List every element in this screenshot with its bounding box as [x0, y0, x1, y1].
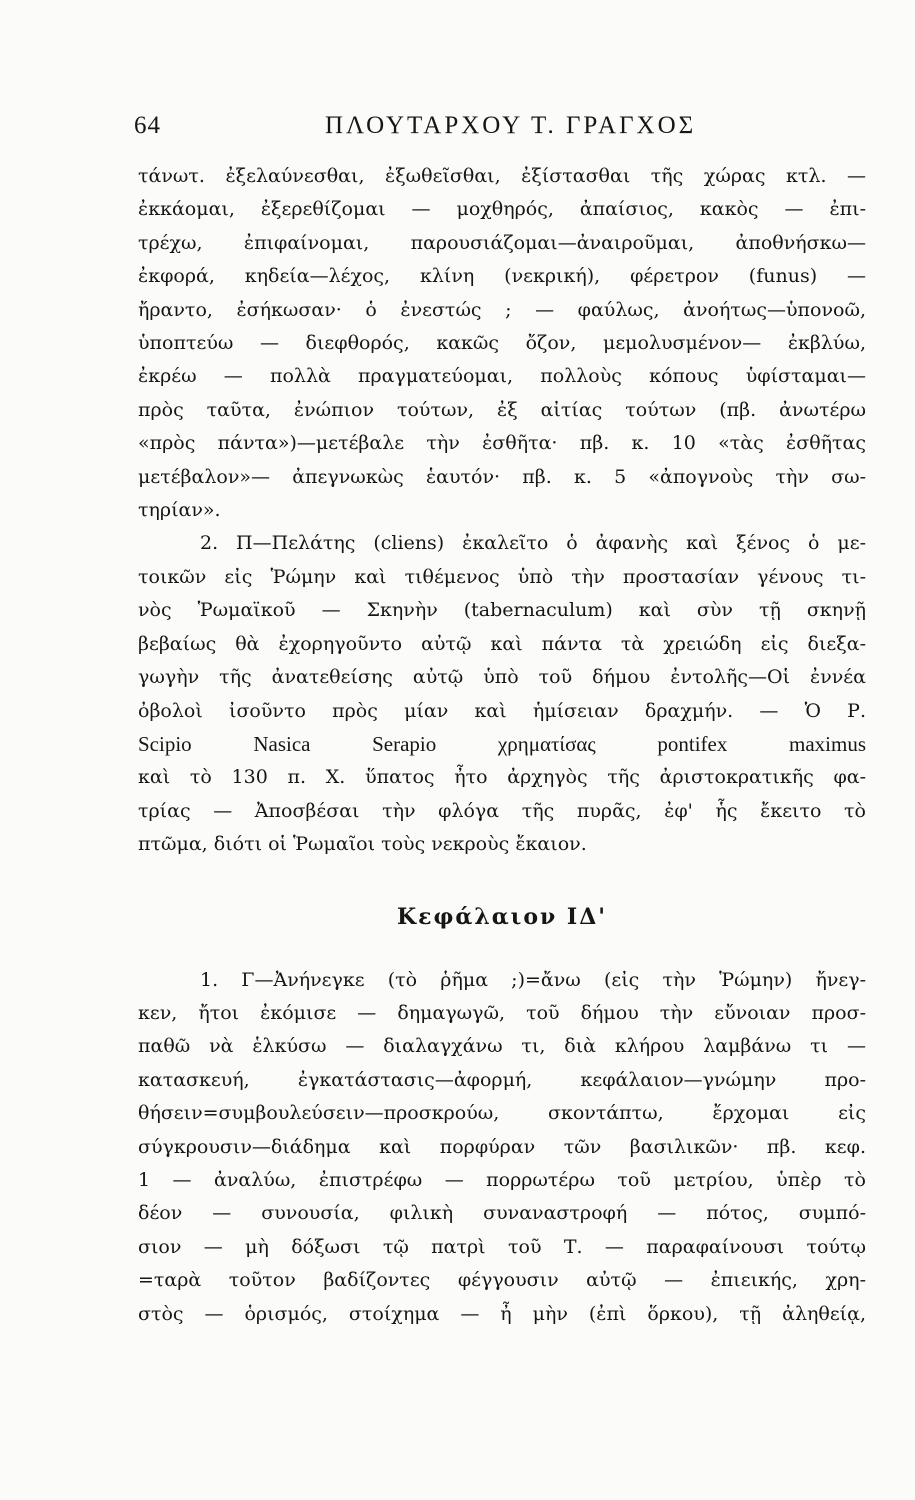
text-line: 2. Π—Πελάτης (cliens) ἐκαλεῖτο ὁ ἀφανὴς καὶ ξένος ὁ με-: [200, 532, 866, 555]
text-line: στὸς — ὁρισμός, στοίχημα — ἦ μὴν (ἐπὶ ὅρκου), τῇ ἀληθείᾳ,: [138, 1302, 866, 1325]
text-line: παθῶ νὰ ἑλκύσω — διαλαγχάνω τι, διὰ κλήρου λαμβάνω τι —: [138, 1035, 866, 1058]
text-line: κατασκευή, ἐγκατάστασις—ἀφορμή, κεφάλαιον—γνώμην προ-: [138, 1068, 866, 1091]
text-line: πτῶμα, διότι οἱ Ῥωμαῖοι τοὺς νεκροὺς ἔκαιον.: [138, 833, 587, 856]
text-line: τάνωτ. ἐξελαύνεσθαι, ἐξωθεῖσθαι, ἐξίστασθαι τῆς χώρας κτλ. —: [138, 165, 866, 187]
paragraph-note-2: [138, 527, 866, 861]
text-line: καὶ τὸ 130 π. Χ. ὕπατος ἦτο ἀρχηγὸς τῆς ἀριστοκρατικῆς φα-: [138, 766, 866, 789]
text-line: τρίας — Ἀποσβέσαι τὴν φλόγα τῆς πυρᾶς, ἐφ' ἧς ἔκειτο τὸ: [138, 799, 866, 822]
chapter-heading: Κεφάλαιον ΙΔ': [396, 903, 608, 930]
text-line: σύγκρουσιν—διάδημα καὶ πορφύραν τῶν βασιλικῶν· πβ. κεφ.: [138, 1135, 866, 1158]
text-line: δέον — συνουσία, φιλικὴ συναναστροφή — πότος, συμπό-: [138, 1202, 866, 1225]
text-line: ἐκκάομαι, ἐξερεθίζομαι — μοχθηρός, ἀπαίσιος, κακὸς — ἐπι-: [138, 198, 866, 221]
text-line: πρὸς ταῦτα, ἐνώπιον τούτων, ἐξ αἰτίας τούτων (πβ. ἀνωτέρω: [138, 398, 866, 421]
text-line: τρέχω, ἐπιφαίνομαι, παρουσιάζομαι—ἀναιροῦμαι, ἀποθνήσκω—: [138, 231, 866, 254]
text-line: γωγὴν τῆς ἀνατεθείσης αὐτῷ ὑπὸ τοῦ δήμου ἐντολῆς—Οἱ ἐννέα: [138, 666, 866, 689]
text-line: 1 — ἀναλύω, ἐπιστρέφω — πορρωτέρω τοῦ μετρίου, ὑπὲρ τὸ: [138, 1168, 866, 1191]
text-line: Scipio Nasica Serapio χρηματίσας pontifex maximus: [138, 731, 866, 756]
text-line: 1. Γ—Ἀνήνεγκε (τὸ ῥῆμα ;)=ἄνω (εἰς τὴν Ῥώμην) ἤνεγ-: [200, 968, 866, 991]
text-line: ἤραντο, ἐσήκωσαν· ὁ ἐνεστώς ; — φαύλως, ἀνοήτως—ὑπονοῶ,: [138, 298, 866, 321]
text-line: =ταρὰ τοῦτον βαδίζοντες φέγγουσιν αὐτῷ — ἐπιεικής, χρη-: [138, 1269, 866, 1292]
text-line: μετέβαλον»— ἀπεγνωκὼς ἑαυτόν· πβ. κ. 5 «ἀπογνοὺς τὴν σω-: [138, 465, 866, 488]
text-line: «πρὸς πάντα»)—μετέβαλε τὴν ἐσθῆτα· πβ. κ. 10 «τὰς ἐσθῆτας: [138, 432, 866, 455]
text-line: τοικῶν εἰς Ῥώμην καὶ τιθέμενος ὑπὸ τὴν προστασίαν γένους τι-: [138, 565, 866, 588]
page-header: [0, 112, 915, 148]
text-line: ὀβολοὶ ἰσοῦντο πρὸς μίαν καὶ ἡμίσειαν δραχμήν. — Ὁ Ρ.: [138, 699, 866, 722]
text-line: νὸς Ῥωμαϊκοῦ — Σκηνὴν (tabernaculum) καὶ σὺν τῇ σκηνῇ: [138, 599, 866, 622]
text-line: τηρίαν».: [138, 499, 221, 522]
page-number: 64: [134, 112, 161, 139]
text-line: βεβαίως θὰ ἐχορηγοῦντο αὐτῷ καὶ πάντα τὰ χρειώδη εἰς διεξα-: [138, 632, 866, 655]
text-line: θήσειν=συμβουλεύσειν—προσκρούω, σκοντάπτω, ἔρχομαι εἰς: [138, 1102, 866, 1125]
paragraph-continued: [138, 160, 866, 527]
text-line: κεν, ἤτοι ἐκόμισε — δημαγωγῶ, τοῦ δήμου τὴν εὔνοιαν προσ-: [138, 1001, 866, 1024]
text-line: ἐκρέω — πολλὰ πραγματεύομαι, πολλοὺς κόπους ὑφίσταμαι—: [138, 365, 866, 388]
text-line: ὑποπτεύω — διεφθορός, κακῶς ὄζον, μεμολυσμένον— ἐκβλύω,: [138, 332, 866, 355]
text-line: ἐκφορά, κηδεία—λέχος, κλίνη (νεκρική), φέρετρον (funus) —: [138, 265, 866, 288]
text-line: σιον — μὴ δόξωσι τῷ πατρὶ τοῦ Τ. — παραφαίνουσι τούτῳ: [138, 1235, 866, 1258]
paragraph-note-1: [138, 964, 866, 1331]
running-head: ΠΛΟΥΤΑΡΧΟΥ Τ. ΓΡΑΓΧΟΣ: [325, 112, 697, 139]
page-body: [138, 160, 866, 1331]
